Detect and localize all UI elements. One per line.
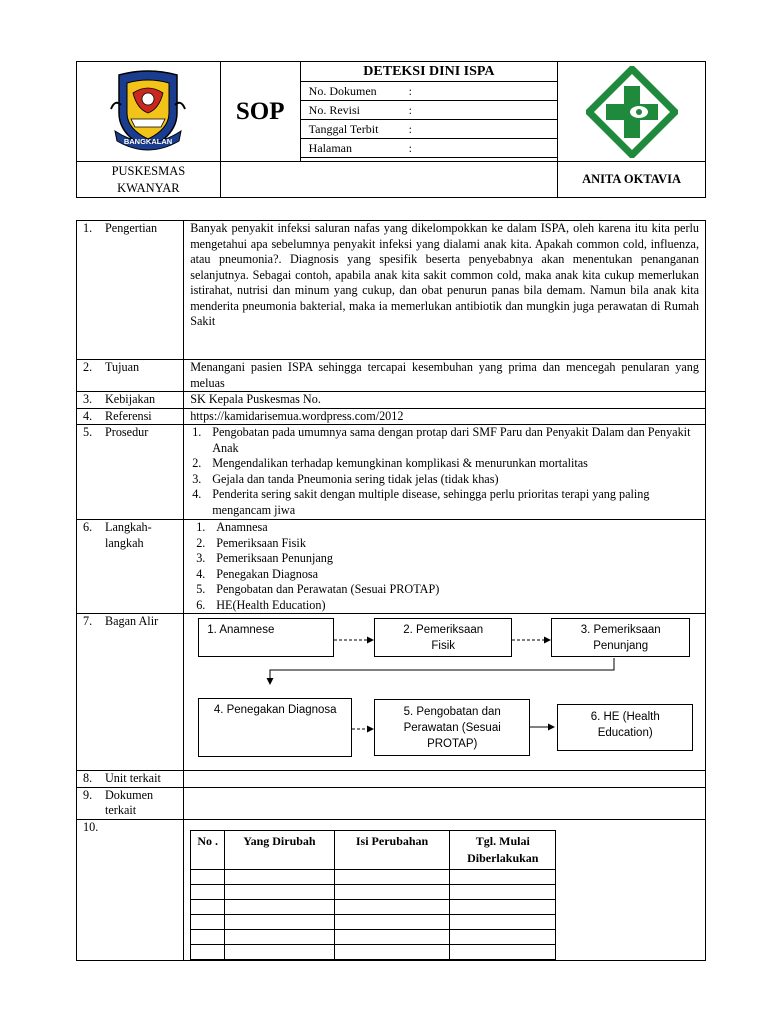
row-number: 5. — [83, 425, 93, 439]
arrow-3-4 — [270, 658, 614, 684]
table-cell — [225, 869, 335, 884]
list-item — [190, 456, 699, 472]
row-langkah — [77, 520, 706, 614]
table-row — [191, 944, 556, 959]
document-info-cell — [300, 62, 557, 162]
row-label-cell — [77, 520, 184, 614]
flowchart-cell — [184, 614, 706, 771]
row-tujuan — [77, 360, 706, 392]
field-halaman — [301, 139, 557, 158]
flow-box-pengobatan: 5. Pengobatan dan Perawatan (Sesuai PROTAP) — [374, 699, 530, 756]
row-pengertian — [77, 221, 706, 360]
list-marker: 2. — [196, 535, 206, 550]
row-bagan-alir — [77, 614, 706, 771]
row-label: Prosedur — [105, 425, 149, 439]
row-kebijakan — [77, 392, 706, 409]
sop-label: SOP — [220, 62, 300, 162]
row-label-cell — [77, 408, 184, 425]
list-text: Penegakan Diagnosa — [216, 566, 319, 581]
flow-box-pemeriksaan-penunjang: 3. Pemeriksaan Penunjang — [551, 618, 690, 657]
list-item — [190, 472, 699, 488]
row-number: 10. — [83, 819, 99, 834]
list-text: Gejala dan tanda Pneumonia sering tidak jelas (tidak khas) — [212, 471, 499, 486]
flow-box-penegakan-diagnosa: 4. Penegakan Diagnosa — [198, 698, 352, 757]
list-text: Pemeriksaan Fisik — [216, 535, 306, 550]
row-label: Pengertian — [105, 221, 158, 235]
table-cell — [334, 944, 450, 959]
row-label: Kebijakan — [105, 392, 156, 406]
flow-box-anamnese: 1. Anamnese — [198, 618, 334, 657]
field-sep: : — [408, 102, 413, 117]
row-label-cell — [77, 614, 184, 771]
header-table — [76, 61, 706, 198]
row-label-cell — [77, 425, 184, 520]
table-cell — [191, 929, 225, 944]
list-text: Pengobatan pada umumnya sama dengan protap dari SMF Paru dan Penyakit Dalam dan Penyakit Anak — [212, 425, 691, 455]
row-label: Tujuan — [105, 360, 140, 374]
list-text: Anamnesa — [216, 520, 268, 534]
table-cell — [334, 899, 450, 914]
table-cell — [225, 944, 335, 959]
pengertian-text: Banyak penyakit infeksi saluran nafas yang dikelompokkan ke dalam ISPA, oleh karena itu kita perlu mengetahui apa sebelumnya penyakit infeksi yang dialami anak kita. Apakah common cold, influenza, atau pneumonia?. Diagnosis yang spesifik beserta penyebabnya akan menentukan penanganan selanjutnya. Sebagai contoh, apabila anak kita sakit common cold, maka anak kita cukup memerlukan istirahat, nutrisi dan minum yang cukup, dan obat penurun panas bila demam. Namun bila anak kita menderita pneumonia bakterial, maka ia memerlukan antibiotik dan mungkin juga perawatan di Rumah Sakit — [184, 221, 706, 360]
list-marker: 2. — [192, 456, 202, 470]
col-header-isi-perubahan: Isi Perubahan — [334, 830, 450, 869]
list-item — [194, 536, 699, 552]
field-label: No. Revisi — [308, 102, 361, 117]
field-no-dokumen — [301, 82, 557, 101]
field-label: No. Dokumen — [308, 83, 377, 98]
table-cell — [225, 884, 335, 899]
bangkalan-logo-icon — [107, 69, 189, 155]
row-label: Referensi — [105, 408, 152, 423]
row-revisi — [77, 819, 706, 960]
table-cell — [334, 914, 450, 929]
table-cell — [225, 914, 335, 929]
list-item — [194, 598, 699, 614]
row-label: Langkah-langkah — [105, 520, 152, 550]
table-cell — [225, 899, 335, 914]
list-marker: 1. — [196, 520, 206, 534]
table-cell — [191, 914, 225, 929]
table-cell — [225, 929, 335, 944]
list-text: Mengendalikan terhadap kemungkinan komplikasi & menurunkan mortalitas — [212, 456, 588, 470]
row-referensi — [77, 408, 706, 425]
table-row — [191, 869, 556, 884]
puskesmas-logo-icon — [586, 66, 678, 158]
table-cell — [191, 869, 225, 884]
table-cell — [191, 884, 225, 899]
row-label-cell — [77, 221, 184, 360]
row-number: 8. — [83, 771, 93, 785]
table-cell — [450, 944, 556, 959]
document-title: DETEKSI DINI ISPA — [301, 62, 557, 82]
flow-box-health-education: 6. HE (Health Education) — [557, 704, 693, 751]
dokumen-terkait-value — [184, 787, 706, 819]
list-marker: 6. — [196, 597, 206, 612]
row-dokumen-terkait — [77, 787, 706, 819]
row-number: 2. — [83, 360, 93, 374]
logo-text: BANGKALAN — [124, 136, 173, 146]
org-name-cell — [77, 162, 221, 198]
row-label-cell — [77, 819, 184, 960]
table-cell — [450, 914, 556, 929]
field-sep: : — [408, 121, 413, 136]
list-marker: 4. — [196, 566, 206, 581]
field-sep: : — [408, 83, 413, 98]
col-header-yang-dirubah: Yang Dirubah — [225, 830, 335, 869]
list-text: Penderita sering sakit dengan multiple disease, sehingga perlu prioritas terapi yang paling mengancam jiwa — [212, 487, 650, 517]
row-label-cell — [77, 392, 184, 409]
row-label-cell — [77, 787, 184, 819]
puskesmas-logo-cell — [558, 62, 706, 162]
org-line1: PUSKESMAS — [111, 163, 186, 178]
table-cell — [450, 884, 556, 899]
logo-cell — [77, 62, 221, 162]
empty-cell — [220, 162, 557, 198]
signatory-name: ANITA OKTAVIA — [558, 162, 706, 198]
row-number: 4. — [83, 408, 93, 423]
list-marker: 4. — [192, 487, 202, 501]
sop-content-table — [76, 220, 706, 961]
revision-cell — [184, 819, 706, 960]
list-text: Pengobatan dan Perawatan (Sesuai PROTAP) — [216, 582, 440, 596]
list-text: HE(Health Education) — [216, 597, 326, 612]
list-marker: 1. — [192, 425, 202, 439]
table-row — [191, 884, 556, 899]
prosedur-cell — [184, 425, 706, 520]
table-cell — [334, 869, 450, 884]
table-cell — [450, 929, 556, 944]
langkah-cell — [184, 520, 706, 614]
list-marker: 3. — [192, 471, 202, 486]
table-cell — [450, 869, 556, 884]
row-label-cell — [77, 771, 184, 788]
table-cell — [191, 899, 225, 914]
unit-terkait-value — [184, 771, 706, 788]
table-cell — [191, 944, 225, 959]
list-item — [194, 520, 699, 536]
list-text: Pemeriksaan Penunjang — [216, 551, 333, 565]
table-cell — [334, 929, 450, 944]
table-row — [191, 899, 556, 914]
row-label: Unit terkait — [105, 771, 161, 785]
revision-table — [190, 830, 556, 960]
flowchart — [184, 614, 704, 770]
row-label: Dokumen terkait — [105, 787, 154, 817]
field-no-revisi — [301, 101, 557, 120]
col-header-tgl-mulai: Tgl. Mulai Diberlakukan — [450, 830, 556, 869]
document-fields — [301, 82, 557, 158]
revision-header-row — [191, 830, 556, 869]
list-marker: 3. — [196, 551, 206, 565]
table-cell — [450, 899, 556, 914]
row-label-cell — [77, 360, 184, 392]
prosedur-list — [190, 425, 699, 518]
row-number: 3. — [83, 392, 93, 406]
row-number: 7. — [83, 614, 93, 628]
field-sep: : — [408, 140, 413, 155]
field-label: Halaman — [308, 140, 352, 155]
flow-box-pemeriksaan-fisik: 2. Pemeriksaan Fisik — [374, 618, 512, 657]
col-header-no: No . — [191, 830, 225, 869]
row-prosedur — [77, 425, 706, 520]
list-item — [194, 567, 699, 583]
row-number: 1. — [83, 221, 93, 235]
org-line2: KWANYAR — [117, 180, 180, 195]
list-item — [194, 551, 699, 567]
table-row — [191, 929, 556, 944]
langkah-list — [194, 520, 699, 613]
field-label: Tanggal Terbit — [308, 121, 379, 136]
tujuan-text: Menangani pasien ISPA sehingga tercapai kesembuhan yang prima dan mencegah penularan yang meluas — [184, 360, 706, 392]
table-cell — [334, 884, 450, 899]
row-unit-terkait — [77, 771, 706, 788]
kebijakan-text: SK Kepala Puskesmas No. — [184, 392, 706, 409]
table-row — [191, 914, 556, 929]
list-item — [190, 487, 699, 518]
row-number: 9. — [83, 787, 93, 802]
referensi-link[interactable]: https://kamidarisemua.wordpress.com/2012 — [184, 408, 706, 425]
list-item — [194, 582, 699, 598]
row-number: 6. — [83, 520, 93, 534]
row-label: Bagan Alir — [105, 614, 159, 628]
field-tanggal-terbit — [301, 120, 557, 139]
list-item — [190, 425, 699, 456]
list-marker: 5. — [196, 582, 206, 596]
